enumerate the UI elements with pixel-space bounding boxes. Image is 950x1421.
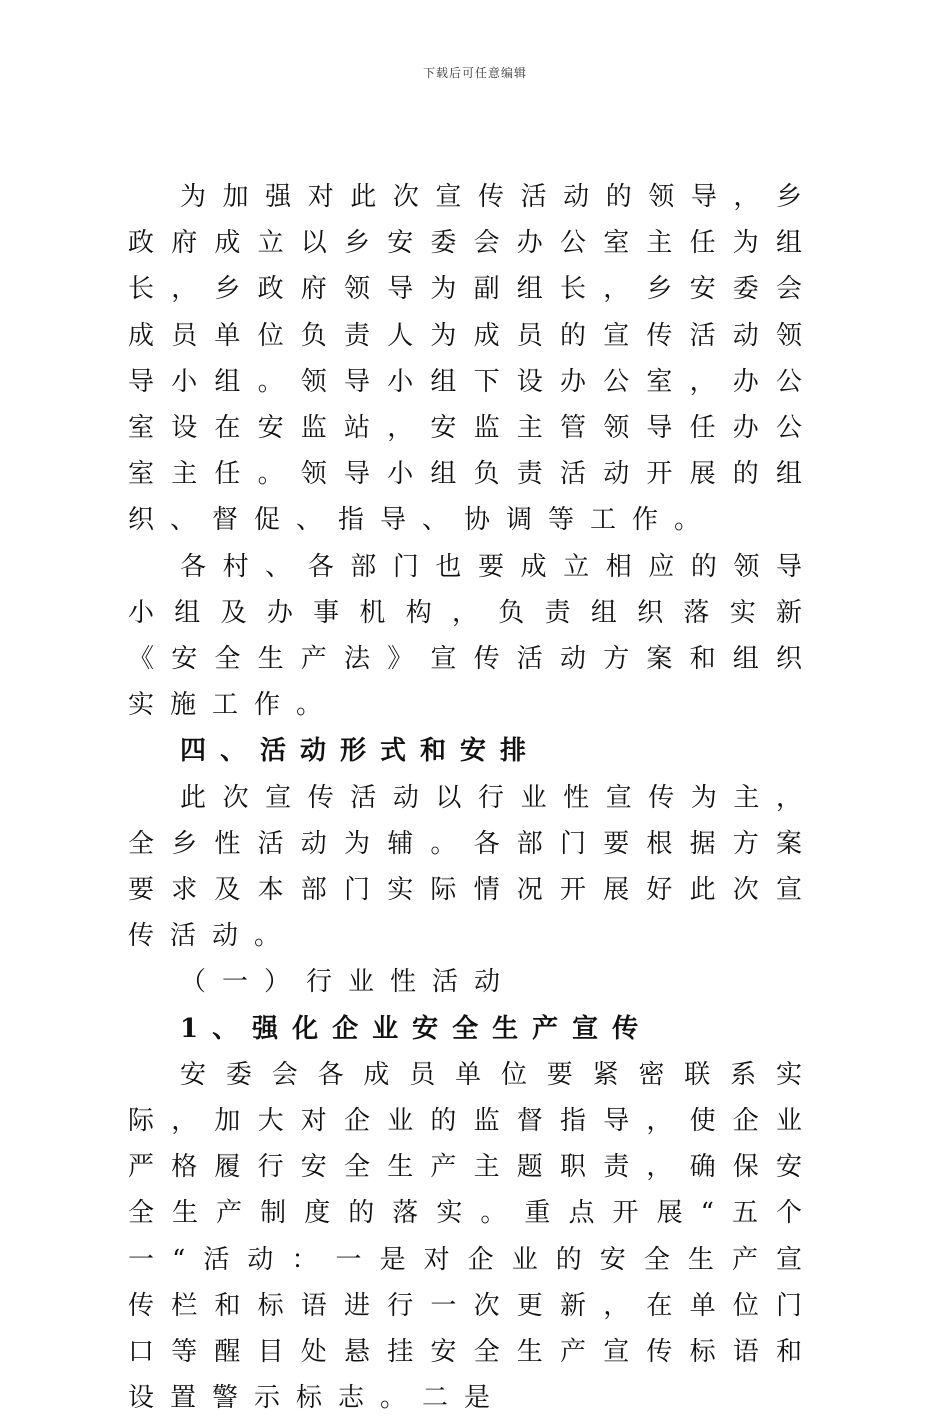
paragraph-activity-overview: 此次宣传活动以行业性宣传为主，全乡性活动为辅。各部门要根据方案要求及本部门实际情况开展好此次宣传活动。 xyxy=(128,782,818,952)
subsection-heading-industry: （一）行业性活动 xyxy=(180,967,517,998)
paragraph-enterprise-safety: 安委会各成员单位要紧密联系实际，加大对企业的监督指导，使企业严格履行安全生产主题职责，确保安全生产制度的落实。重点开展“五个一“活动：一是对企业的安全生产宣传栏和标语进行一次更新，在单位门口等醒目处悬挂安全生产宣传标语和设置警示标志。二是 xyxy=(128,1059,818,1414)
section-heading-activity-form: 四、活动形式和安排 xyxy=(180,736,541,767)
paragraph-leadership-group: 为加强对此次宣传活动的领导，乡政府成立以乡安委会办公室主任为组长，乡政府领导为副组长，乡安委会成员单位负责人为成员的宣传活动领导小组。领导小组下设办公室，办公室设在安监站，安监主管领导任办公室主任。领导小组负责活动开展的组织、督促、指导、协调等工作。 xyxy=(128,182,818,536)
item-heading-enterprise-safety: 1、强化企业安全生产宣传 xyxy=(180,1013,653,1044)
paragraph-village-departments: 各村、各部门也要成立相应的领导小组及办事机构，负责组织落实新《安全生产法》宣传活动方案和组织实施工作。 xyxy=(128,551,818,721)
page-header: 下载后可任意编辑 xyxy=(422,66,527,80)
document-body xyxy=(128,174,818,1421)
